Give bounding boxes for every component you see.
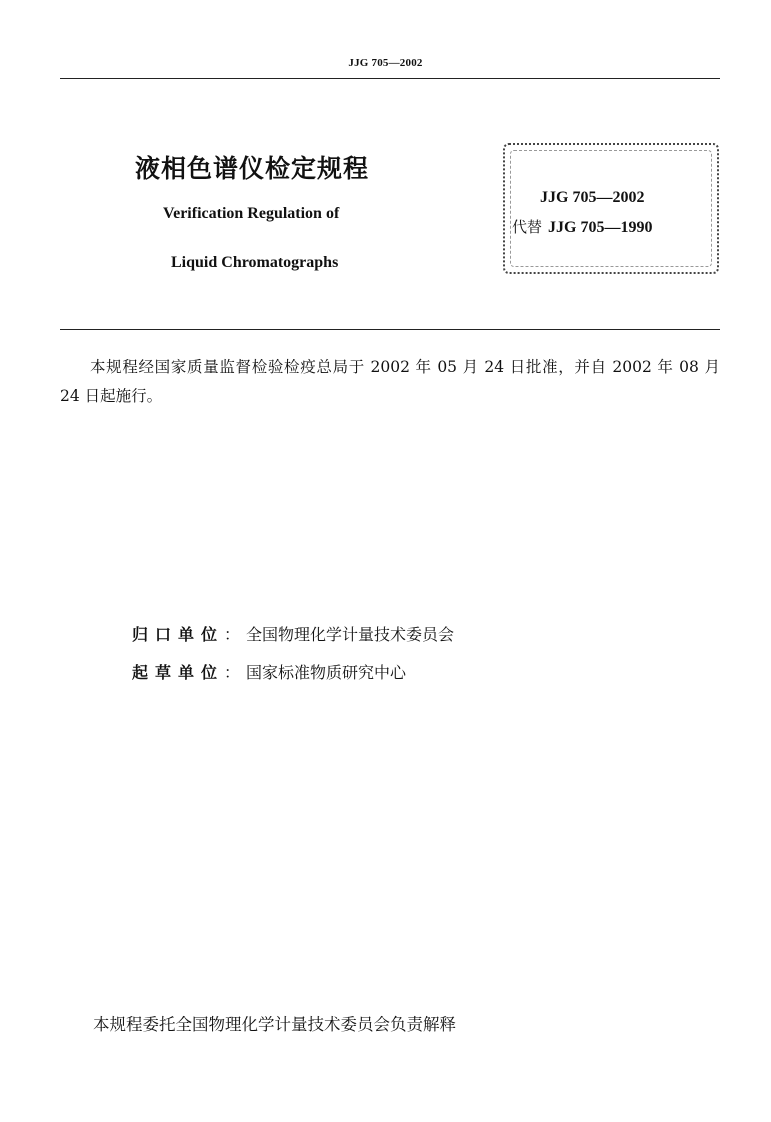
drafting-unit-row [132,660,406,683]
standard-code-box-inner-border [510,150,712,267]
header-rule [60,78,720,79]
section-rule [60,329,720,330]
header-standard-code: JJG 705—2002 [348,57,423,69]
responsible-unit-label: 归口单位 [132,625,225,644]
approval-paragraph: 本规程经国家质量监督检验检疫总局于 2002 年 05 月 24 日批准，并自 2002 年 08 月 24 日起施行。 [60,358,720,405]
title-english-line1: Verification Regulation of [163,205,340,222]
drafting-unit-colon: ： [224,663,241,682]
title-english-line2: Liquid Chromatographs [171,254,339,271]
interpretation-note: 本规程委托全国物理化学计量技术委员会负责解释 [93,1015,456,1034]
responsible-unit-colon: ： [224,625,241,644]
title-chinese: 液相色谱仪检定规程 [135,154,370,183]
replaces-code: JJG 705—1990 [548,219,653,236]
replaces-label: 代替 [512,218,543,236]
drafting-unit-value: 国家标准物质研究中心 [246,663,407,682]
replaces-row [512,216,652,237]
standard-code: JJG 705—2002 [540,189,645,206]
responsible-unit-row [132,622,454,645]
standard-code-box [503,143,719,274]
responsible-unit-value: 全国物理化学计量技术委员会 [246,625,455,644]
drafting-unit-label: 起草单位 [132,663,225,682]
